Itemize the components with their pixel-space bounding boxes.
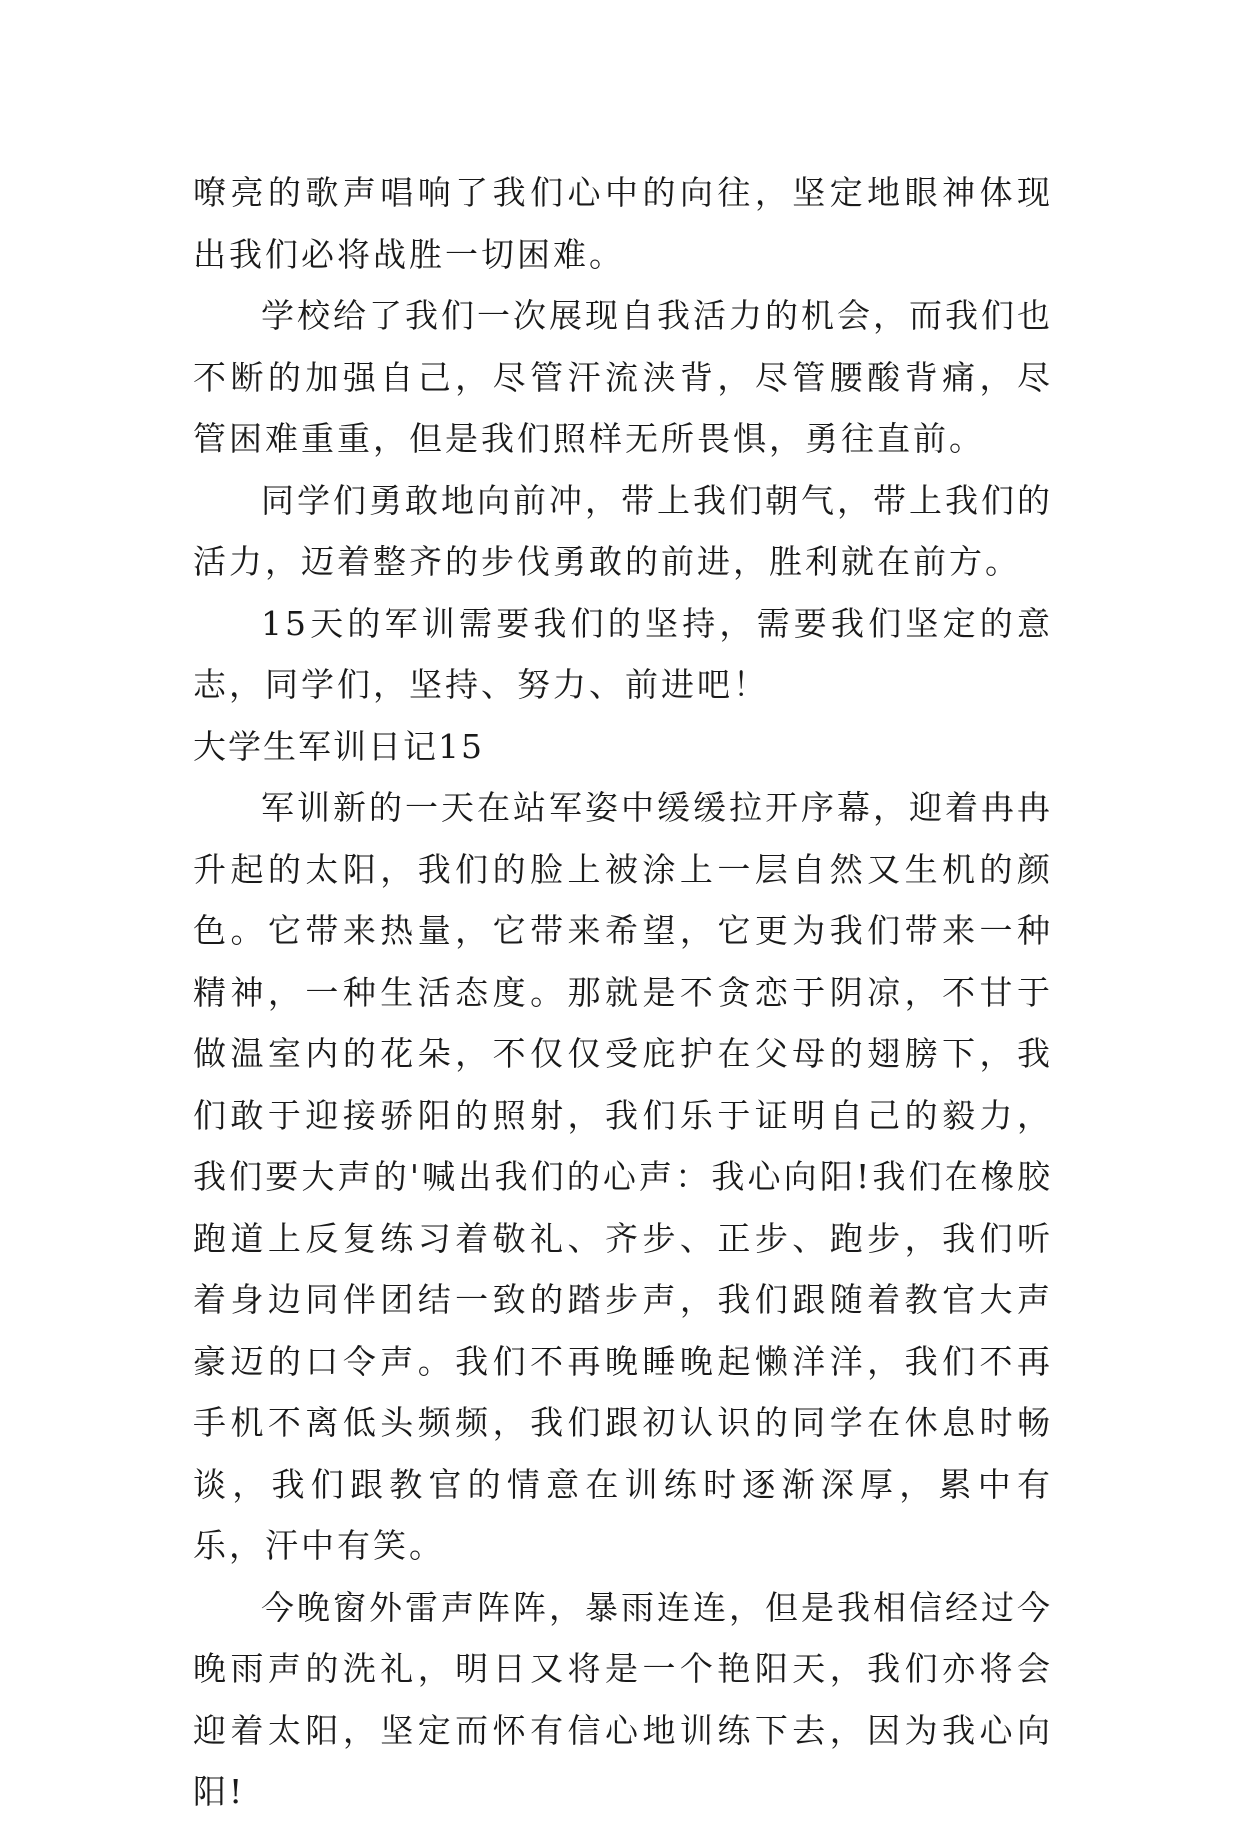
paragraph-tonight-rain: 今晚窗外雷声阵阵，暴雨连连，但是我相信经过今晚雨声的洗礼，明日又将是一个艳阳天，我们亦将会迎着太阳，坚定而怀有信心地训练下去，因为我心向阳! [193, 1587, 1053, 1811]
section-heading: 大学生军训日记15 [193, 726, 484, 766]
paragraph-fifteen-days: 15天的军训需要我们的坚持，需要我们坚定的意志，同学们，坚持、努力、前进吧！ [193, 603, 1053, 704]
paragraph-school-opportunity: 学校给了我们一次展现自我活力的机会，而我们也不断的加强自己，尽管汗流浃背，尽管腰酸背痛，尽管困难重重，但是我们照样无所畏惧，勇往直前。 [193, 296, 1053, 458]
document-body [193, 162, 1053, 1823]
paragraph-classmates-forward: 同学们勇敢地向前冲，带上我们朝气，带上我们的活力，迈着整齐的步伐勇敢的前进，胜利就在前方。 [193, 480, 1053, 581]
paragraph-intro-continued: 嘹亮的歌声唱响了我们心中的向往，坚定地眼神体现出我们必将战胜一切困难。 [193, 173, 1053, 274]
paragraph-new-day: 军训新的一天在站军姿中缓缓拉开序幕，迎着冉冉升起的太阳，我们的脸上被涂上一层自然又生机的颜色。它带来热量，它带来希望，它更为我们带来一种精神，一种生活态度。那就是不贪恋于阴凉，不甘于做温室内的花朵，不仅仅受庇护在父母的翅膀下，我们敢于迎接骄阳的照射，我们乐于证明自己的毅力，我们要大声的'喊出我们的心声：我心向阳!我们在橡胶跑道上反复练习着敬礼、齐步、正步、跑步，我们听着身边同伴团结一致的踏步声，我们跟随着教官大声豪迈的口令声。我们不再晚睡晚起懒洋洋，我们不再手机不离低头频频，我们跟初认识的同学在休息时畅谈，我们跟教官的情意在训练时逐渐深厚，累中有乐，汗中有笑。 [193, 788, 1053, 1565]
